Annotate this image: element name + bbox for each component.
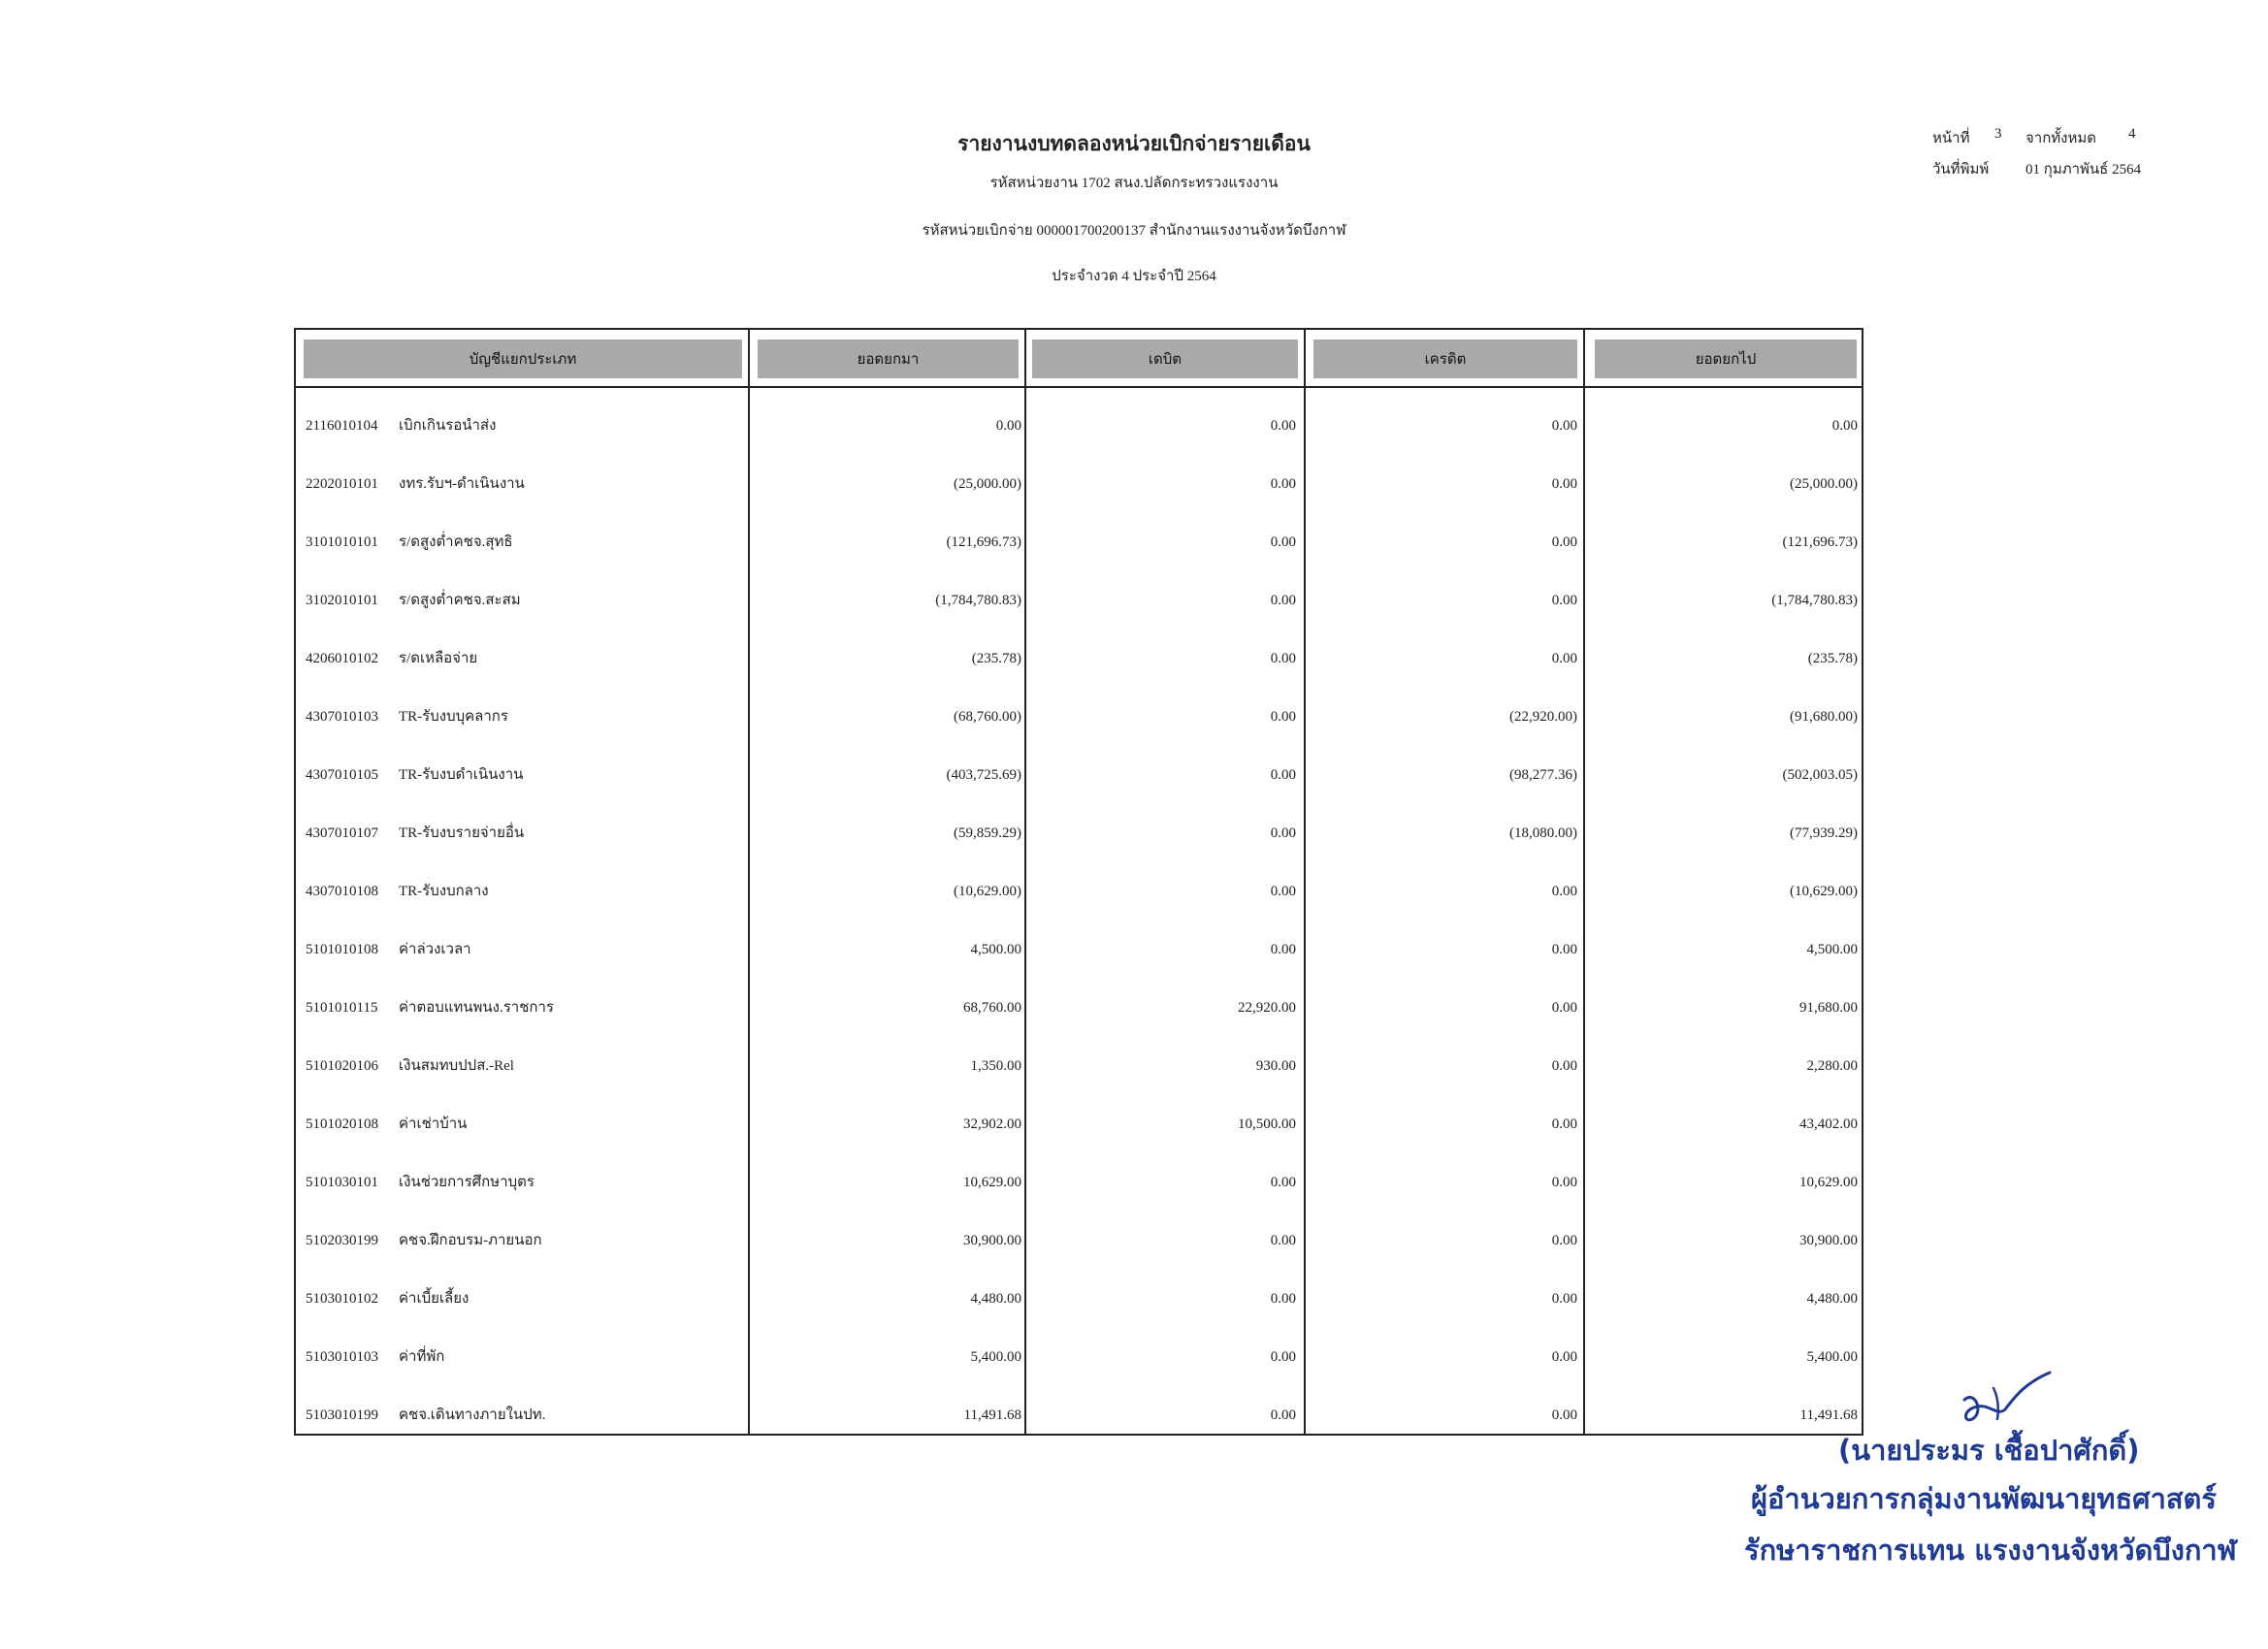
row-debit: 0.00 [1270, 593, 1296, 608]
page-label: หน้าที่ [1932, 131, 1970, 146]
table-row [294, 1270, 1863, 1328]
row-account-name: งทร.รับฯ-ดำเนินงาน [399, 476, 525, 492]
row-brought-forward: 32,902.00 [963, 1116, 1021, 1132]
row-credit: 0.00 [1551, 593, 1577, 608]
row-brought-forward: (1,784,780.83) [935, 593, 1021, 608]
row-code: 5102030199 [306, 1233, 378, 1248]
column-header-carried-forward: ยอดยกไป [1595, 340, 1857, 378]
row-debit: 0.00 [1270, 1233, 1296, 1248]
row-account-name: ร/ดสูงต่ำคชจ.สุทธิ [399, 534, 513, 550]
table-row [294, 455, 1863, 513]
row-debit: 0.00 [1270, 476, 1296, 492]
table-row [294, 804, 1863, 862]
table-row [294, 979, 1863, 1037]
print-date: 01 กุมภาพันธ์ 2564 [2025, 162, 2142, 178]
row-carried-forward: 4,500.00 [1806, 942, 1858, 957]
row-account-name: ค่าที่พัก [399, 1349, 445, 1365]
row-debit: 0.00 [1270, 942, 1296, 957]
row-credit: 0.00 [1551, 418, 1577, 434]
row-debit: 0.00 [1270, 767, 1296, 783]
column-header-account: บัญชีแยกประเภท [304, 340, 742, 378]
row-debit: 0.00 [1270, 825, 1296, 841]
row-brought-forward: (403,725.69) [946, 767, 1021, 783]
row-debit: 0.00 [1270, 884, 1296, 899]
signer-acting-role: รักษาราชการแทน แรงงานจังหวัดบึงกาฬ [1744, 1534, 2237, 1567]
disbursement-unit-line: รหัสหน่วยเบิกจ่าย 000001700200137 สำนักงานแรงงานจังหวัดบึงกาฬ [922, 223, 1346, 239]
row-credit: 0.00 [1551, 1116, 1577, 1132]
row-debit: 0.00 [1270, 709, 1296, 725]
row-debit: 0.00 [1270, 1407, 1296, 1423]
row-credit: 0.00 [1551, 942, 1577, 957]
row-credit: (98,277.36) [1509, 767, 1577, 783]
row-credit: 0.00 [1551, 1349, 1577, 1365]
table-row [294, 1153, 1863, 1212]
row-carried-forward: 11,491.68 [1799, 1407, 1858, 1423]
row-carried-forward: (1,784,780.83) [1771, 593, 1858, 608]
report-title: รายงานงบทดลองหน่วยเบิกจ่ายรายเดือน [957, 132, 1311, 155]
table-row [294, 1095, 1863, 1153]
row-carried-forward: 4,480.00 [1806, 1291, 1858, 1307]
row-brought-forward: 10,629.00 [963, 1175, 1021, 1190]
row-carried-forward: (235.78) [1807, 651, 1858, 666]
row-account-name: ค่าเบี้ยเลี้ยง [399, 1291, 470, 1307]
header-divider [294, 386, 1863, 388]
row-code: 3102010101 [306, 593, 378, 608]
row-carried-forward: 5,400.00 [1806, 1349, 1858, 1365]
table-row [294, 921, 1863, 979]
row-account-name: คชจ.ฝึกอบรม-ภายนอก [399, 1233, 542, 1248]
table-row [294, 513, 1863, 571]
row-carried-forward: 30,900.00 [1799, 1233, 1858, 1248]
row-brought-forward: 4,500.00 [970, 942, 1021, 957]
row-code: 4307010107 [306, 825, 378, 841]
row-account-name: TR-รับงบดำเนินงาน [399, 767, 524, 783]
table-row [294, 397, 1863, 455]
row-brought-forward: 1,350.00 [970, 1058, 1021, 1074]
row-code: 3101010101 [306, 534, 378, 550]
row-credit: 0.00 [1551, 1233, 1577, 1248]
signer-name: (นายประมร เชื้อปาศักดิ์) [1838, 1434, 2140, 1467]
row-carried-forward: 2,280.00 [1806, 1058, 1858, 1074]
row-brought-forward: (68,760.00) [954, 709, 1021, 725]
row-carried-forward: 43,402.00 [1799, 1116, 1858, 1132]
row-debit: 0.00 [1270, 1175, 1296, 1190]
table-row [294, 688, 1863, 746]
row-debit: 0.00 [1270, 1349, 1296, 1365]
print-date-label: วันที่พิมพ์ [1932, 162, 1990, 178]
table-row [294, 1328, 1863, 1386]
row-code: 5101010108 [306, 942, 378, 957]
row-code: 4307010105 [306, 767, 378, 783]
row-brought-forward: 11,491.68 [963, 1407, 1021, 1423]
row-carried-forward: (502,003.05) [1782, 767, 1858, 783]
row-credit: 0.00 [1551, 1000, 1577, 1016]
row-credit: 0.00 [1551, 884, 1577, 899]
column-header-brought-forward: ยอดยกมา [758, 340, 1019, 378]
row-carried-forward: 10,629.00 [1799, 1175, 1858, 1190]
row-account-name: TR-รับงบบุคลากร [399, 709, 508, 725]
row-code: 5103010199 [306, 1407, 378, 1423]
row-code: 4206010102 [306, 651, 378, 666]
row-code: 5101010115 [306, 1000, 378, 1016]
row-code: 4307010108 [306, 884, 378, 899]
row-brought-forward: (121,696.73) [946, 534, 1021, 550]
row-code: 4307010103 [306, 709, 378, 725]
row-account-name: เงินช่วยการศึกษาบุตร [399, 1175, 535, 1190]
row-credit: 0.00 [1551, 651, 1577, 666]
row-account-name: ค่าตอบแทนพนง.ราชการ [399, 1000, 554, 1016]
row-code: 2202010101 [306, 476, 378, 492]
row-credit: 0.00 [1551, 1058, 1577, 1074]
row-account-name: ค่าล่วงเวลา [399, 942, 471, 957]
table-row [294, 1037, 1863, 1095]
total-pages: 4 [2128, 126, 2136, 142]
row-carried-forward: (77,939.29) [1790, 825, 1858, 841]
table-row [294, 630, 1863, 688]
row-account-name: TR-รับงบกลาง [399, 884, 489, 899]
row-brought-forward: 68,760.00 [963, 1000, 1021, 1016]
row-account-name: ร/ดเหลือจ่าย [399, 651, 478, 666]
row-brought-forward: (25,000.00) [954, 476, 1021, 492]
row-brought-forward: (10,629.00) [954, 884, 1021, 899]
table-row [294, 746, 1863, 804]
row-credit: (18,080.00) [1509, 825, 1577, 841]
row-carried-forward: (121,696.73) [1782, 534, 1858, 550]
row-code: 2116010104 [306, 418, 378, 434]
row-carried-forward: (91,680.00) [1790, 709, 1858, 725]
row-carried-forward: 91,680.00 [1799, 1000, 1858, 1016]
row-credit: 0.00 [1551, 534, 1577, 550]
row-brought-forward: (235.78) [971, 651, 1021, 666]
row-carried-forward: (10,629.00) [1790, 884, 1858, 899]
agency-code-line: รหัสหน่วยงาน 1702 สนง.ปลัดกระทรวงแรงงาน [989, 176, 1279, 191]
row-debit: 0.00 [1270, 534, 1296, 550]
row-debit: 22,920.00 [1238, 1000, 1296, 1016]
row-debit: 0.00 [1270, 651, 1296, 666]
row-account-name: ร/ดสูงต่ำคชจ.สะสม [399, 593, 521, 608]
row-code: 5101030101 [306, 1175, 378, 1190]
period-line: ประจำงวด 4 ประจำปี 2564 [1052, 269, 1216, 284]
row-code: 5101020108 [306, 1116, 378, 1132]
row-credit: 0.00 [1551, 476, 1577, 492]
row-account-name: เบิกเกินรอนำส่ง [399, 418, 497, 434]
row-brought-forward: 5,400.00 [970, 1349, 1021, 1365]
row-account-name: TR-รับงบรายจ่ายอื่น [399, 825, 525, 841]
row-account-name: คชจ.เดินทางภายในปท. [399, 1407, 546, 1423]
row-carried-forward: 0.00 [1831, 418, 1858, 434]
total-pages-label: จากทั้งหมด [2025, 131, 2097, 146]
row-carried-forward: (25,000.00) [1790, 476, 1858, 492]
table-row [294, 1212, 1863, 1270]
row-account-name: ค่าเช่าบ้าน [399, 1116, 468, 1132]
column-header-credit: เครดิต [1313, 340, 1577, 378]
row-code: 5103010102 [306, 1291, 378, 1307]
handwritten-signature [1955, 1363, 2061, 1431]
row-debit: 930.00 [1255, 1058, 1296, 1074]
row-brought-forward: (59,859.29) [954, 825, 1021, 841]
row-debit: 0.00 [1270, 1291, 1296, 1307]
row-credit: 0.00 [1551, 1407, 1577, 1423]
row-credit: (22,920.00) [1509, 709, 1577, 725]
row-brought-forward: 0.00 [995, 418, 1021, 434]
signer-position: ผู้อำนวยการกลุ่มงานพัฒนายุทธศาสตร์ [1751, 1482, 2217, 1515]
row-code: 5101020106 [306, 1058, 378, 1074]
page-number: 3 [1994, 126, 2002, 142]
row-code: 5103010103 [306, 1349, 378, 1365]
column-header-debit: เดบิต [1032, 340, 1298, 378]
row-credit: 0.00 [1551, 1291, 1577, 1307]
row-debit: 0.00 [1270, 418, 1296, 434]
table-row [294, 571, 1863, 630]
row-account-name: เงินสมทบปปส.-Rel [399, 1058, 514, 1074]
row-credit: 0.00 [1551, 1175, 1577, 1190]
table-row [294, 1386, 1863, 1444]
table-row [294, 862, 1863, 921]
row-brought-forward: 30,900.00 [963, 1233, 1021, 1248]
row-debit: 10,500.00 [1238, 1116, 1296, 1132]
row-brought-forward: 4,480.00 [970, 1291, 1021, 1307]
